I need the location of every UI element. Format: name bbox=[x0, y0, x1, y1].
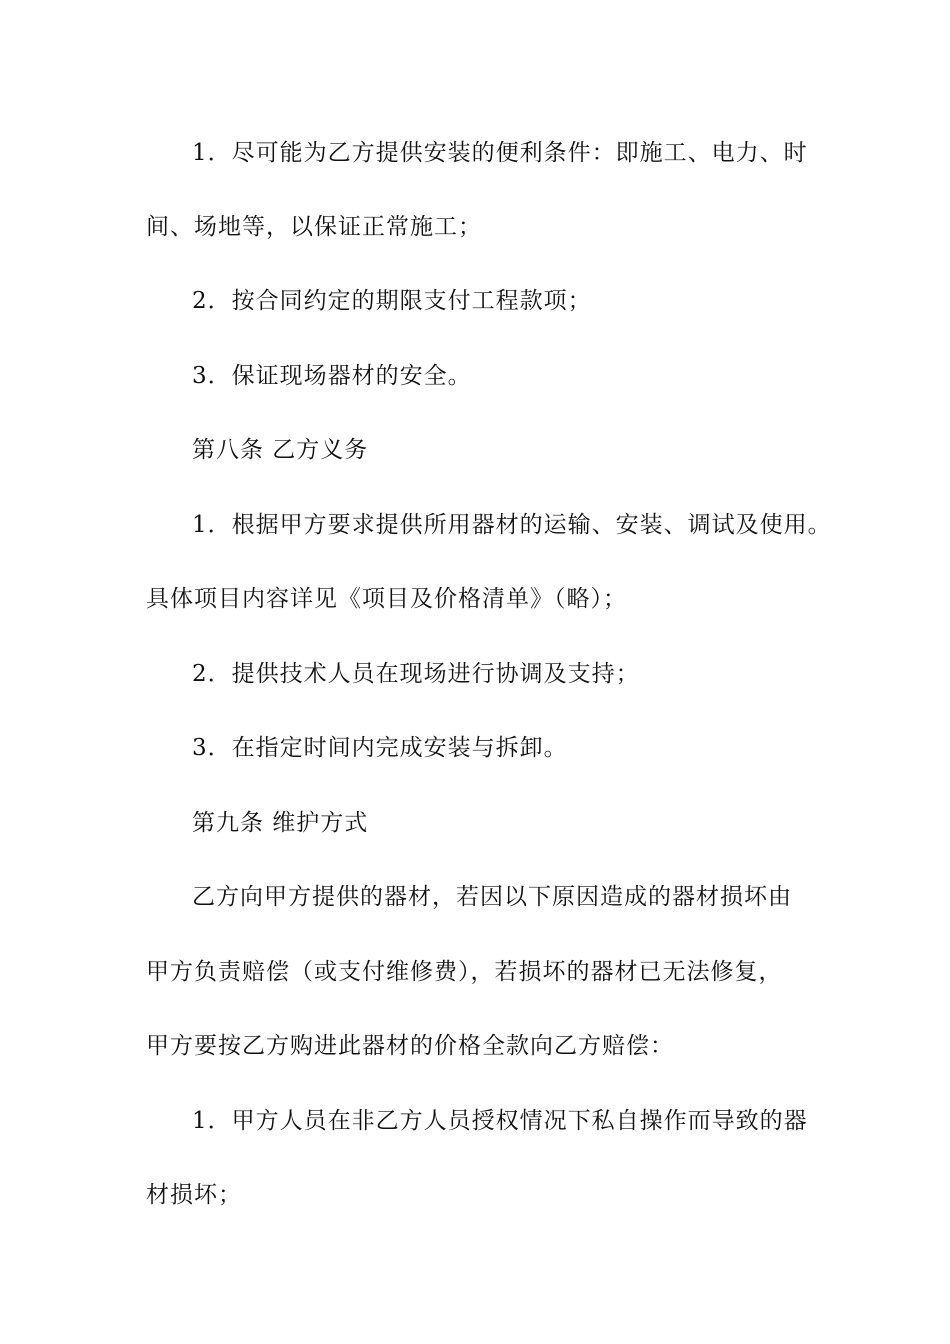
section-heading: 第九条 维护方式 bbox=[192, 810, 369, 836]
paragraph-line: 甲方要按乙方购进此器材的价格全款向乙方赔偿： bbox=[146, 1033, 674, 1059]
paragraph-line: 1．尽可能为乙方提供安装的便利条件：即施工、电力、时 bbox=[192, 140, 808, 166]
paragraph-line: 乙方向甲方提供的器材，若因以下原因造成的器材损坏由 bbox=[192, 884, 792, 910]
paragraph-line: 1．甲方人员在非乙方人员授权情况下私自操作而导致的器 bbox=[192, 1108, 808, 1134]
section-heading: 第八条 乙方义务 bbox=[192, 437, 369, 463]
paragraph-line: 材损坏； bbox=[146, 1182, 242, 1208]
paragraph-line: 3．保证现场器材的安全。 bbox=[192, 363, 472, 389]
paragraph-line: 具体项目内容详见《项目及价格清单》（略）； bbox=[146, 586, 627, 612]
paragraph-line: 1．根据甲方要求提供所用器材的运输、安装、调试及使用。 bbox=[192, 512, 832, 538]
paragraph-line: 2．提供技术人员在现场进行协调及支持； bbox=[192, 661, 640, 687]
paragraph-line: 间、场地等，以保证正常施工； bbox=[146, 214, 482, 240]
paragraph-line: 3．在指定时间内完成安装与拆卸。 bbox=[192, 735, 568, 761]
paragraph-line: 2．按合同约定的期限支付工程款项； bbox=[192, 288, 592, 314]
paragraph-line: 甲方负责赔偿（或支付维修费），若损坏的器材已无法修复， bbox=[146, 959, 783, 985]
